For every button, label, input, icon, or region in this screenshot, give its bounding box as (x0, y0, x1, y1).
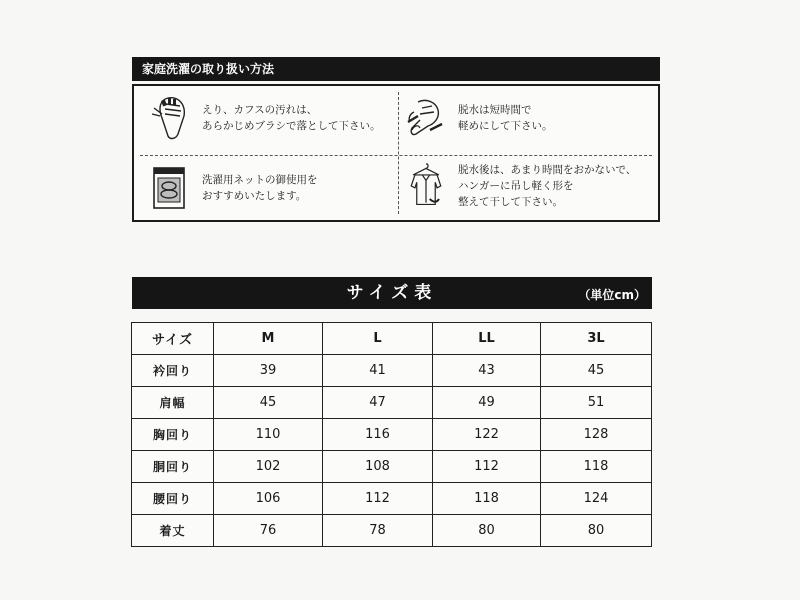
table-cell: 41 (323, 355, 433, 387)
table-cell: 118 (541, 451, 652, 483)
table-row (132, 419, 652, 451)
column-header: 3L (541, 323, 652, 355)
hanger-shirt-icon (404, 162, 448, 210)
row-label: 衿回り (132, 355, 214, 387)
table-cell: 124 (541, 483, 652, 515)
table-cell: 45 (541, 355, 652, 387)
table-cell: 80 (433, 515, 541, 547)
table-row (132, 451, 652, 483)
table-cell: 76 (214, 515, 323, 547)
corner-cell: サイズ (132, 323, 214, 355)
table-row (132, 515, 652, 547)
table-row (132, 483, 652, 515)
care-text-net: 洗濯用ネットの御使用を おすすめいたします。 (202, 174, 318, 202)
column-header: L (323, 323, 433, 355)
table-cell: 110 (214, 419, 323, 451)
row-label: 胸回り (132, 419, 214, 451)
table-cell: 43 (433, 355, 541, 387)
size-table-header (132, 277, 652, 309)
table-row (132, 355, 652, 387)
size-table-header-row (132, 323, 652, 355)
table-row (132, 387, 652, 419)
table-cell: 49 (433, 387, 541, 419)
divider-horizontal (140, 155, 652, 156)
care-text-brush: えり、カフスの汚れは、 あらかじめブラシで落として下さい。 (202, 104, 381, 132)
table-cell: 128 (541, 419, 652, 451)
table-cell: 80 (541, 515, 652, 547)
brush-icon (148, 94, 192, 142)
row-label: 着丈 (132, 515, 214, 547)
size-unit-label: （単位cm） (578, 288, 646, 302)
care-item-hanger (404, 162, 636, 210)
laundry-net-icon (148, 164, 192, 212)
table-cell: 106 (214, 483, 323, 515)
table-cell: 122 (433, 419, 541, 451)
table-cell: 47 (323, 387, 433, 419)
care-text-hanger: 脱水後は、あまり時間をおかないで、 ハンガーに吊し軽く形を 整えて干して下さい。 (458, 164, 637, 208)
table-cell: 39 (214, 355, 323, 387)
care-item-brush (148, 94, 381, 142)
column-header: M (214, 323, 323, 355)
table-cell: 116 (323, 419, 433, 451)
care-item-net (148, 164, 318, 212)
table-cell: 102 (214, 451, 323, 483)
table-cell: 78 (323, 515, 433, 547)
size-table (131, 322, 652, 547)
row-label: 胴回り (132, 451, 214, 483)
spin-dry-icon (404, 94, 448, 142)
care-box (132, 84, 660, 222)
care-text-spin: 脱水は短時間で 軽めにして下さい。 (458, 104, 553, 132)
size-table-title: サイズ表 (346, 283, 438, 303)
row-label: 腰回り (132, 483, 214, 515)
table-cell: 118 (433, 483, 541, 515)
care-instructions (132, 57, 660, 222)
table-cell: 45 (214, 387, 323, 419)
table-cell: 112 (323, 483, 433, 515)
column-header: LL (433, 323, 541, 355)
table-cell: 51 (541, 387, 652, 419)
table-cell: 108 (323, 451, 433, 483)
table-cell: 112 (433, 451, 541, 483)
care-item-spin (404, 94, 553, 142)
divider-vertical (398, 92, 399, 214)
row-label: 肩幅 (132, 387, 214, 419)
care-title: 家庭洗濯の取り扱い方法 (132, 57, 660, 81)
